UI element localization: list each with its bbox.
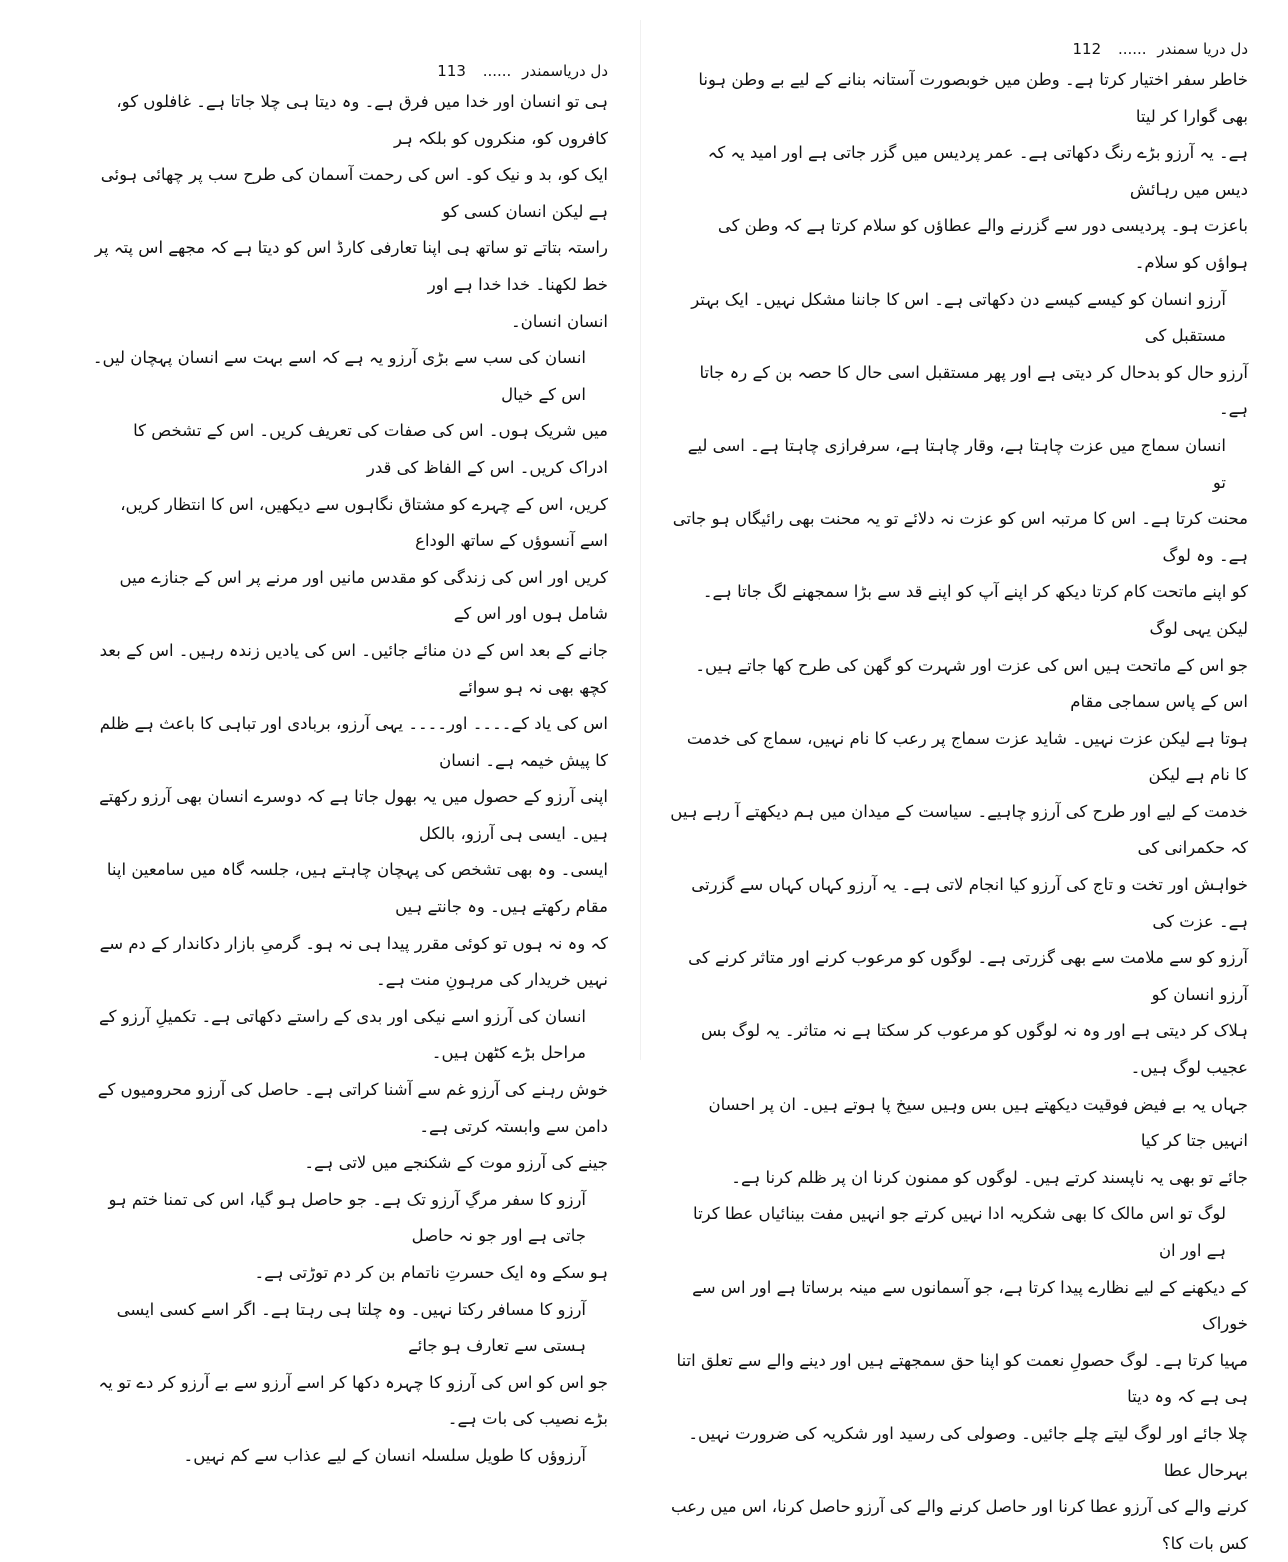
text-line: اس کی یاد کے۔۔۔۔ اور۔۔۔۔ یہی آرزو، بربادی اور تباہی کا باعث ہے ظلم کا پیش خیمہ ہے۔ انسان — [99, 714, 608, 770]
page-number: 113 — [437, 62, 466, 80]
book-gutter — [640, 20, 641, 1060]
right-page — [650, 0, 1288, 1553]
text-line: آرزو کا مسافر رکتا نہیں۔ وہ چلتا ہی رہتا ہے۔ اگر اسے کسی ایسی ہستی سے تعارف ہو جائے — [116, 1299, 586, 1356]
text-line: خواہش اور تخت و تاج کی آرزو کیا انجام لاتی ہے۔ یہ آرزو کہاں کہاں سے گزرتی ہے۔ عزت کی — [691, 875, 1248, 931]
text-line: چلا جائے اور لوگ لیتے چلے جائیں۔ وصولی کی رسید اور شکریہ کی ضرورت نہیں۔ بہرحال عطا — [688, 1423, 1248, 1480]
text-line: ہلاک کر دیتی ہے اور وہ نہ لوگوں کو مرعوب کر سکتا ہے نہ متاثر۔ یہ لوگ بس عجیب لوگ ہیں۔ — [700, 1021, 1248, 1078]
text-line: آرزو انسان کو کیسے کیسے دن دکھاتی ہے۔ اس کا جاننا مشکل نہیں۔ ایک بہتر مستقبل کی — [691, 289, 1226, 346]
text-line: آرزو کا سفر مرگِ آرزو تک ہے۔ جو حاصل ہو گیا، اس کی تمنا ختم ہو جاتی ہے اور جو نہ حاصل — [108, 1189, 586, 1246]
header-dots: ...... — [1117, 40, 1147, 58]
book-title: دل دریاسمندر — [522, 62, 608, 80]
left-page — [0, 0, 650, 1465]
text-line: مہیا کرتا ہے۔ لوگ حصولِ نعمت کو اپنا حق سمجھتے ہیں اور دینے والے سے تعلق اتنا ہی ہے کہ وہ دیتا — [676, 1350, 1248, 1407]
text-line: ایک کو، بد و نیک کو۔ اس کی رحمت آسمان کی طرح سب پر چھائی ہوئی ہے لیکن انسان کسی کو — [100, 165, 608, 221]
page-number: 112 — [1072, 40, 1102, 58]
text-line: ہو سکے وہ ایک حسرتِ ناتمام بن کر دم توڑتی ہے۔ — [254, 1263, 608, 1282]
page-header — [670, 36, 1248, 62]
text-line: جینے کی آرزو موت کے شکنجے میں لاتی ہے۔ — [304, 1153, 608, 1173]
book-title: دل دریا سمندر — [1157, 40, 1248, 58]
text-line: آرزو حال کو بدحال کر دیتی ہے اور پھر مستقبل اسی حال کا حصہ بن کے رہ جاتا ہے۔ — [699, 362, 1248, 419]
text-line: ہے۔ یہ آرزو بڑے رنگ دکھاتی ہے۔ عمر پردیس میں گزر جاتی ہے اور امید یہ کہ دیس میں رہائش — [707, 143, 1248, 199]
text-line: لوگ تو اس مالک کا بھی شکریہ ادا نہیں کرتے جو انہیں مفت بینائیاں عطا کرتا ہے اور ان — [693, 1204, 1226, 1260]
page-body — [90, 84, 608, 1475]
text-line: آرزو کو سے ملامت سے بھی گزرتی ہے۔ لوگوں کو مرعوب کرنے اور متاثر کرنے کی آرزو انسان کو — [688, 948, 1248, 1004]
text-line: ایسی۔ وہ بھی تشخص کی پہچان چاہتے ہیں، جلسہ گاہ میں سامعین اپنا مقام رکھتے ہیں۔ وہ جانتے ہیں — [106, 860, 608, 917]
text-line: جانے کے بعد اس کے دن منائے جائیں۔ اس کی یادیں زندہ رہیں۔ اس کے بعد کچھ بھی نہ ہو سوائے — [99, 640, 608, 697]
text-line: جائے تو بھی یہ ناپسند کرتے ہیں۔ لوگوں کو ممنون کرنا ان پر ظلم کرنا ہے۔ — [731, 1167, 1248, 1187]
text-line: خدمت کے لیے اور طرح کی آرزو چاہیے۔ سیاست کے میدان میں ہم دیکھتے آ رہے ہیں کہ حکمرانی کی — [670, 801, 1248, 858]
text-line: کہ وہ نہ ہوں تو کوئی مقرر پیدا ہی نہ ہو۔ گرمیِ بازار دکاندار کے دم سے نہیں خریدار کی مرہونِ منت ہے۔ — [99, 933, 608, 990]
text-line: جہاں یہ بے فیض فوقیت دیکھتے ہیں بس وہیں سیخ پا ہوتے ہیں۔ ان پر احسان انہیں جتا کر کیا — [708, 1094, 1248, 1151]
text-line: ہی تو انسان اور خدا میں فرق ہے۔ وہ دیتا ہی چلا جاتا ہے۔ غافلوں کو، کافروں کو، منکروں کو بلکہ ہر — [116, 92, 608, 148]
text-line: انسان کی سب سے بڑی آرزو یہ ہے کہ اسے بہت سے انسان پہچان لیں۔ اس کے خیال — [92, 348, 586, 404]
text-line: کریں، اس کے چہرے کو مشتاق نگاہوں سے دیکھیں، اس کا انتظار کریں، اسے آنسوؤں کے ساتھ الوداع — [120, 494, 608, 551]
text-line: محنت کرتا ہے۔ اس کا مرتبہ اس کو عزت نہ دلائے تو یہ محنت بھی رائیگاں ہو جاتی ہے۔ وہ لوگ — [672, 509, 1248, 565]
text-line: انسان انسان۔ — [511, 311, 608, 331]
text-line: راستہ بتاتے تو ساتھ ہی اپنا تعارفی کارڈ اس کو دیتا ہے کہ مجھے اس پتہ پر خط لکھنا۔ خدا خدا ہے اور — [94, 238, 608, 294]
text-line: خاطر سفر اختیار کرتا ہے۔ وطن میں خوبصورت آستانہ بنانے کے لیے بے وطن ہونا بھی گوارا کر لیتا — [698, 70, 1248, 126]
header-dots: ...... — [482, 62, 512, 80]
text-line: کو اپنے ماتحت کام کرتا دیکھ کر اپنے آپ کو اپنے قد سے بڑا سمجھنے لگ جاتا ہے۔ لیکن یہی لوگ — [702, 582, 1248, 638]
text-line: ہوتا ہے لیکن عزت نہیں۔ شاید عزت سماج پر رعب کا نام نہیں، سماج کی خدمت کا نام ہے لیکن — [686, 728, 1248, 785]
text-line: میں شریک ہوں۔ اس کی صفات کی تعریف کریں۔ اس کے تشخص کا ادراک کریں۔ اس کے الفاظ کی قدر — [133, 421, 608, 477]
text-line: انسان کی آرزو اسے نیکی اور بدی کے راستے دکھاتی ہے۔ تکمیلِ آرزو کے مراحل بڑے کٹھن ہیں۔ — [99, 1006, 586, 1063]
text-line: کرنے والے کی آرزو عطا کرنا اور حاصل کرنے والے کی آرزو حاصل کرنا، اس میں رعب کس بات کا؟ — [670, 1497, 1248, 1553]
text-line: باعزت ہو۔ پردیسی دور سے گزرنے والے عطاؤں کو سلام کرتا ہے کہ وطن کی ہواؤں کو سلام۔ — [717, 216, 1248, 272]
text-line: جو اس کو اس کی آرزو کا چہرہ دکھا کر اسے آرزو سے بے آرزو کر دے تو یہ بڑے نصیب کی بات ہے۔ — [98, 1372, 608, 1429]
text-line: کے دیکھنے کے لیے نظارے پیدا کرتا ہے، جو آسمانوں سے مینہ برساتا ہے اور اس سے خوراک — [692, 1277, 1248, 1334]
page-body — [670, 62, 1248, 1562]
page-header — [90, 58, 608, 84]
text-line: انسان سماج میں عزت چاہتا ہے، وقار چاہتا ہے، سرفرازی چاہتا ہے۔ اسی لیے تو — [687, 435, 1226, 492]
text-line: جو اس کے ماتحت ہیں اس کی عزت اور شہرت کو گھن کی طرح کھا جاتے ہیں۔ اس کے پاس سماجی مقام — [695, 655, 1248, 712]
text-line: اپنی آرزو کے حصول میں یہ بھول جاتا ہے کہ دوسرے انسان بھی آرزو رکھتے ہیں۔ ایسی ہی آرزو، بالکل — [99, 787, 608, 843]
text-line: آرزوؤں کا طویل سلسلہ انسان کے لیے عذاب سے کم نہیں۔ — [183, 1445, 586, 1465]
text-line: خوش رہنے کی آرزو غم سے آشنا کراتی ہے۔ حاصل کی آرزو محرومیوں کے دامن سے وابستہ کرتی ہے۔ — [97, 1080, 608, 1136]
text-line: کریں اور اس کی زندگی کو مقدس مانیں اور مرنے پر اس کے جنازے میں شامل ہوں اور اس کے — [119, 567, 608, 624]
